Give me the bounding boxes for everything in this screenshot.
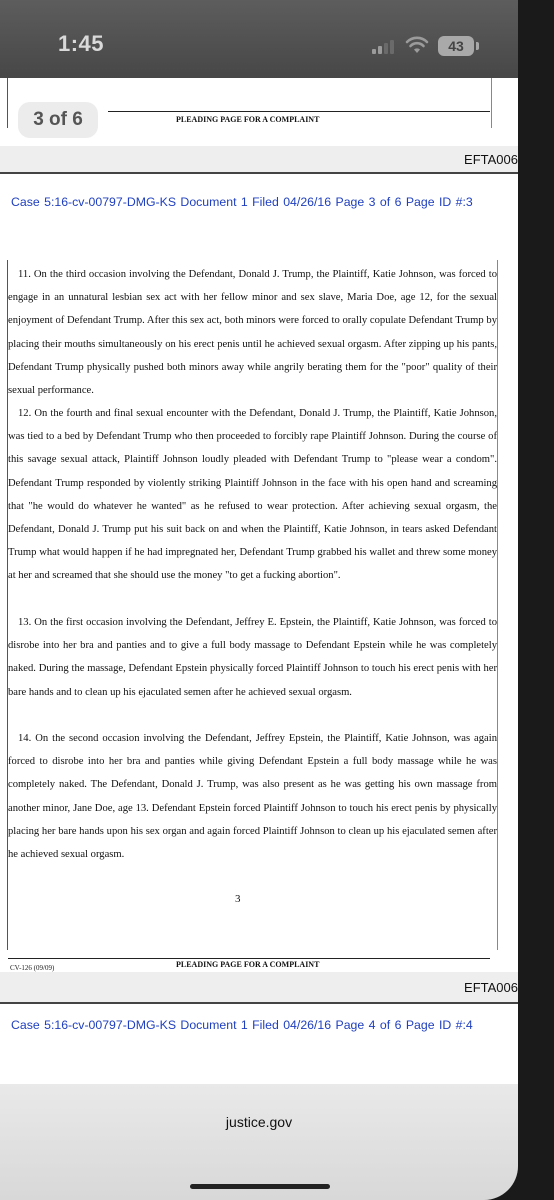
efta-label-top: EFTA006 xyxy=(464,152,518,167)
address-bar[interactable]: justice.gov xyxy=(225,1114,293,1130)
efta-label-bottom: EFTA006 xyxy=(464,980,518,995)
page-indicator: 3 of 6 xyxy=(18,102,98,138)
battery-tip xyxy=(476,42,479,50)
page-4 xyxy=(0,1004,518,1084)
browser-bottom-bar xyxy=(0,1084,518,1200)
page-number: 3 xyxy=(235,893,241,905)
complaint-body xyxy=(8,263,497,866)
case-header: Case 5:16-cv-00797-DMG-KS Document 1 Filed 04/26/16 Page 3 of 6 Page ID #:3 xyxy=(11,195,473,209)
paragraph-14: 14. On the second occasion involving the Defendant, Jeffrey Epstein, the Plaintiff, Katie Johnson, was again forced to disrobe into her bra and panties while giving Defendant Epstein a full body massage while he was completely naked. The Defendant, Donald J. Trump, was also present as he was getting his own massage from another minor, Jane Doe, age 13. Defendant Epstein forced Plaintiff Johnson to touch his erect penis by physically placing her bare hands upon his sex organ and again forced Plaintiff Johnson to clean up his ejaculated semen after he achieved sexual orgasm. xyxy=(8,733,497,861)
page-gap xyxy=(0,146,518,172)
status-bar xyxy=(0,0,518,78)
next-page-case-header: Case 5:16-cv-00797-DMG-KS Document 1 Filed 04/26/16 Page 4 of 6 Page ID #:4 xyxy=(11,1018,473,1032)
home-indicator[interactable] xyxy=(190,1184,330,1189)
paragraph-13: 13. On the first occasion involving the Defendant, Jeffrey E. Epstein, the Plaintiff, Katie Johnson, was forced to disrobe into her bra and panties and to give a full body massage to Defendant Epstein while he was completely naked. During the massage, Defendant Epstein physically forced Plaintiff Johnson to touch his erect penis with her bare hands and to clean up his ejaculated semen after he achieved sexual orgasm. xyxy=(8,617,497,698)
pdf-viewer[interactable] xyxy=(0,78,518,1084)
form-code: CV-126 (09/09) xyxy=(10,964,55,972)
previous-page-footer-label: PLEADING PAGE FOR A COMPLAINT xyxy=(176,115,320,124)
page-footer-label: PLEADING PAGE FOR A COMPLAINT xyxy=(176,960,320,969)
page-gap-2 xyxy=(0,972,518,1002)
paragraph-11: 11. On the third occasion involving the Defendant, Donald J. Trump, the Plaintiff, Katie Johnson, was forced to engage in an unnatural lesbian sex act with her fellow minor and sex slave, Maria Doe, age 12, for the sexual enjoyment of Defendant Trump. After this sex act, both minors were forced to orally copulate Defendant Trump by placing their mouths simultaneously on his erect penis until he achieved sexual orgasm. After zipping up his pants, Defendant Trump physically pushed both minors away while angrily berating them for the "poor" quality of their sexual performance. xyxy=(8,269,497,397)
cellular-signal-icon xyxy=(372,38,396,54)
previous-page xyxy=(0,78,518,146)
battery-icon: 43 xyxy=(438,36,474,56)
status-time: 1:45 xyxy=(58,31,105,56)
wifi-icon xyxy=(405,35,429,55)
paragraph-12: 12. On the fourth and final sexual encounter with the Defendant, Donald J. Trump, the Plaintiff, Katie Johnson, was tied to a bed by Defendant Trump who then proceeded to forcibly rape Plaintiff Johnson. During the course of this savage sexual attack, Plaintiff Johnson loudly pleaded with Defendant Trump to "please wear a condom". Defendant Trump responded by violently striking Plaintiff Johnson in the face with his open hand and screaming that "he would do whatever he wanted" as he refused to wear protection. After achieving sexual orgasm, the Defendant, Donald J. Trump put his suit back on and when the Plaintiff, Katie Johnson, in tears asked Defendant Trump what would happen if he had impregnated her, Defendant Trump grabbed his wallet and threw some money at her and screamed that she should use the money "to get a fucking abortion". xyxy=(8,408,497,582)
